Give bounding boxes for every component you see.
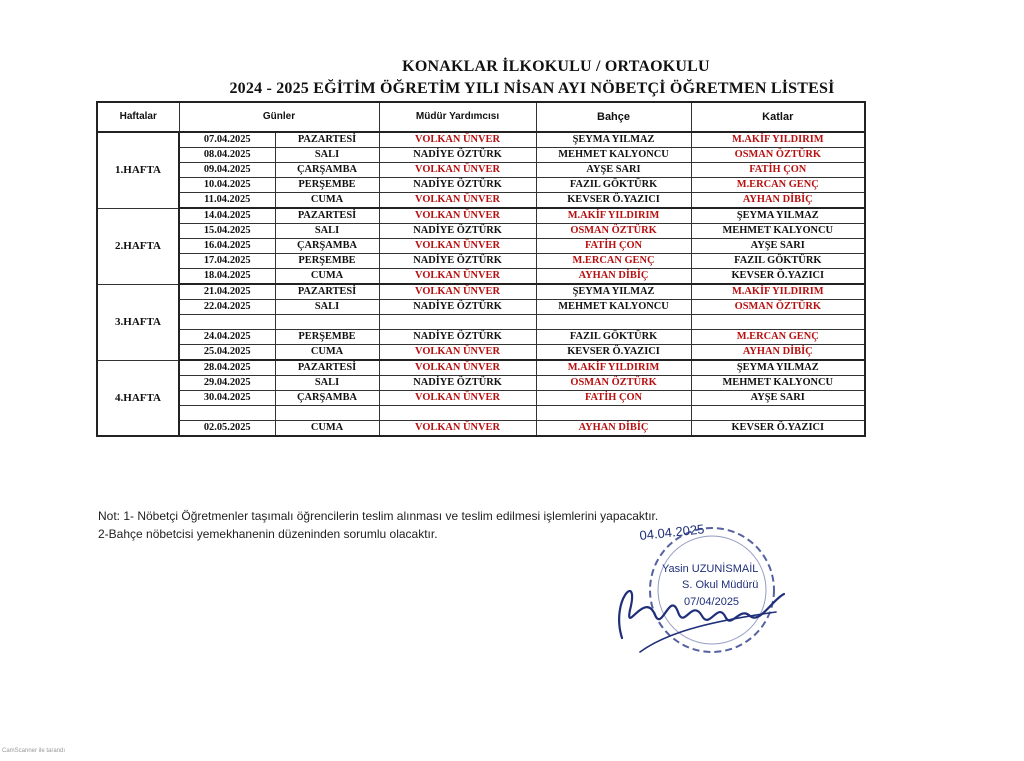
principal-stamp-signature bbox=[600, 520, 810, 680]
bahce-cell: AYŞE SARI bbox=[536, 163, 691, 178]
katlar-cell: M.ERCAN GENÇ bbox=[691, 330, 865, 345]
date-cell: 21.04.2025 bbox=[179, 284, 275, 300]
date-cell: 16.04.2025 bbox=[179, 239, 275, 254]
mudur-cell: VOLKAN ÜNVER bbox=[379, 345, 536, 361]
katlar-cell bbox=[691, 315, 865, 330]
bahce-cell bbox=[536, 406, 691, 421]
bahce-cell: FATİH ÇON bbox=[536, 391, 691, 406]
date-cell: 30.04.2025 bbox=[179, 391, 275, 406]
day-cell: ÇARŞAMBA bbox=[275, 239, 379, 254]
date-cell: 02.05.2025 bbox=[179, 421, 275, 437]
bahce-cell bbox=[536, 315, 691, 330]
mudur-cell: VOLKAN ÜNVER bbox=[379, 269, 536, 285]
katlar-cell bbox=[691, 406, 865, 421]
date-cell: 11.04.2025 bbox=[179, 193, 275, 209]
table-row bbox=[97, 360, 865, 376]
week-label: 3.HAFTA bbox=[97, 284, 179, 360]
day-cell bbox=[275, 406, 379, 421]
mudur-cell: VOLKAN ÜNVER bbox=[379, 391, 536, 406]
katlar-cell: KEVSER Ö.YAZICI bbox=[691, 421, 865, 437]
day-cell: SALI bbox=[275, 148, 379, 163]
day-cell: SALI bbox=[275, 300, 379, 315]
signature-date: 07/04/2025 bbox=[684, 596, 740, 608]
bahce-cell: FAZIL GÖKTÜRK bbox=[536, 178, 691, 193]
katlar-cell: AYŞE SARI bbox=[691, 239, 865, 254]
duty-table-body bbox=[97, 132, 865, 436]
bahce-cell: AYHAN DİBİÇ bbox=[536, 421, 691, 437]
table-row bbox=[97, 406, 865, 421]
date-cell: 18.04.2025 bbox=[179, 269, 275, 285]
table-row bbox=[97, 239, 865, 254]
day-cell: CUMA bbox=[275, 269, 379, 285]
header-gunler: Günler bbox=[179, 102, 379, 132]
mudur-cell: NADİYE ÖZTÜRK bbox=[379, 330, 536, 345]
table-row bbox=[97, 300, 865, 315]
table-row bbox=[97, 178, 865, 193]
header-katlar: Katlar bbox=[691, 102, 865, 132]
table-row bbox=[97, 330, 865, 345]
date-cell: 07.04.2025 bbox=[179, 132, 275, 148]
katlar-cell: M.ERCAN GENÇ bbox=[691, 178, 865, 193]
day-cell: SALI bbox=[275, 224, 379, 239]
school-title: KONAKLAR İLKOKULU / ORTAOKULU bbox=[402, 58, 710, 75]
mudur-cell: NADİYE ÖZTÜRK bbox=[379, 376, 536, 391]
scanner-watermark: CamScanner ile tarandı bbox=[2, 748, 66, 754]
table-row bbox=[97, 132, 865, 148]
bahce-cell: FATİH ÇON bbox=[536, 239, 691, 254]
mudur-cell: NADİYE ÖZTÜRK bbox=[379, 254, 536, 269]
katlar-cell: ŞEYMA YILMAZ bbox=[691, 208, 865, 224]
date-cell: 24.04.2025 bbox=[179, 330, 275, 345]
date-cell: 17.04.2025 bbox=[179, 254, 275, 269]
date-cell: 15.04.2025 bbox=[179, 224, 275, 239]
katlar-cell: OSMAN ÖZTÜRK bbox=[691, 148, 865, 163]
date-cell: 10.04.2025 bbox=[179, 178, 275, 193]
day-cell: CUMA bbox=[275, 193, 379, 209]
bahce-cell: MEHMET KALYONCU bbox=[536, 148, 691, 163]
duty-table bbox=[96, 101, 866, 437]
list-title: 2024 - 2025 EĞİTİM ÖĞRETİM YILI NİSAN AYI NÖBETÇİ ÖĞRETMEN LİSTESİ bbox=[229, 80, 835, 97]
mudur-cell: VOLKAN ÜNVER bbox=[379, 208, 536, 224]
katlar-cell: M.AKİF YILDIRIM bbox=[691, 284, 865, 300]
table-row bbox=[97, 391, 865, 406]
bahce-cell: ŞEYMA YILMAZ bbox=[536, 132, 691, 148]
bahce-cell: FAZIL GÖKTÜRK bbox=[536, 330, 691, 345]
mudur-cell: VOLKAN ÜNVER bbox=[379, 193, 536, 209]
day-cell: PAZARTESİ bbox=[275, 132, 379, 148]
notes bbox=[98, 507, 658, 543]
table-row bbox=[97, 163, 865, 178]
mudur-cell bbox=[379, 315, 536, 330]
day-cell: CUMA bbox=[275, 421, 379, 437]
week-label: 2.HAFTA bbox=[97, 208, 179, 284]
bahce-cell: M.ERCAN GENÇ bbox=[536, 254, 691, 269]
day-cell: PERŞEMBE bbox=[275, 330, 379, 345]
table-row bbox=[97, 269, 865, 285]
table-row bbox=[97, 284, 865, 300]
day-cell: PERŞEMBE bbox=[275, 178, 379, 193]
signatory-name: Yasin UZUNİSMAİL bbox=[662, 563, 759, 575]
note-line-2: 2-Bahçe nöbetcisi yemekhanenin düzeninden sorumlu olacaktır. bbox=[98, 527, 438, 541]
date-cell bbox=[179, 406, 275, 421]
table-row bbox=[97, 208, 865, 224]
day-cell: ÇARŞAMBA bbox=[275, 163, 379, 178]
bahce-cell: M.AKİF YILDIRIM bbox=[536, 360, 691, 376]
bahce-cell: KEVSER Ö.YAZICI bbox=[536, 345, 691, 361]
day-cell: ÇARŞAMBA bbox=[275, 391, 379, 406]
katlar-cell: FAZIL GÖKTÜRK bbox=[691, 254, 865, 269]
mudur-cell: NADİYE ÖZTÜRK bbox=[379, 178, 536, 193]
week-label: 4.HAFTA bbox=[97, 360, 179, 436]
katlar-cell: MEHMET KALYONCU bbox=[691, 376, 865, 391]
mudur-cell: NADİYE ÖZTÜRK bbox=[379, 224, 536, 239]
signatory-title: S. Okul Müdürü bbox=[682, 579, 759, 591]
mudur-cell: NADİYE ÖZTÜRK bbox=[379, 148, 536, 163]
header-haftalar: Haftalar bbox=[97, 102, 179, 132]
bahce-cell: KEVSER Ö.YAZICI bbox=[536, 193, 691, 209]
date-cell: 25.04.2025 bbox=[179, 345, 275, 361]
katlar-cell: MEHMET KALYONCU bbox=[691, 224, 865, 239]
bahce-cell: ŞEYMA YILMAZ bbox=[536, 284, 691, 300]
table-row bbox=[97, 224, 865, 239]
day-cell: PAZARTESİ bbox=[275, 284, 379, 300]
katlar-cell: FATİH ÇON bbox=[691, 163, 865, 178]
bahce-cell: OSMAN ÖZTÜRK bbox=[536, 224, 691, 239]
date-cell: 22.04.2025 bbox=[179, 300, 275, 315]
day-cell: PAZARTESİ bbox=[275, 360, 379, 376]
bahce-cell: MEHMET KALYONCU bbox=[536, 300, 691, 315]
date-cell: 08.04.2025 bbox=[179, 148, 275, 163]
table-row bbox=[97, 421, 865, 437]
katlar-cell: KEVSER Ö.YAZICI bbox=[691, 269, 865, 285]
day-cell: PERŞEMBE bbox=[275, 254, 379, 269]
date-cell: 14.04.2025 bbox=[179, 208, 275, 224]
table-row bbox=[97, 148, 865, 163]
day-cell: PAZARTESİ bbox=[275, 208, 379, 224]
day-cell bbox=[275, 315, 379, 330]
date-cell: 29.04.2025 bbox=[179, 376, 275, 391]
mudur-cell: VOLKAN ÜNVER bbox=[379, 360, 536, 376]
date-cell: 09.04.2025 bbox=[179, 163, 275, 178]
bahce-cell: AYHAN DİBİÇ bbox=[536, 269, 691, 285]
header-mudur: Müdür Yardımcısı bbox=[379, 102, 536, 132]
day-cell: SALI bbox=[275, 376, 379, 391]
table-header-row bbox=[97, 102, 865, 132]
table-row bbox=[97, 315, 865, 330]
katlar-cell: ŞEYMA YILMAZ bbox=[691, 360, 865, 376]
bahce-cell: M.AKİF YILDIRIM bbox=[536, 208, 691, 224]
mudur-cell: VOLKAN ÜNVER bbox=[379, 284, 536, 300]
katlar-cell: M.AKİF YILDIRIM bbox=[691, 132, 865, 148]
katlar-cell: OSMAN ÖZTÜRK bbox=[691, 300, 865, 315]
table-row bbox=[97, 254, 865, 269]
note-line-1: Not: 1- Nöbetçi Öğretmenler taşımalı öğrencilerin teslim alınması ve teslim edilmesi işlemlerini yapacaktır. bbox=[98, 509, 659, 523]
mudur-cell: VOLKAN ÜNVER bbox=[379, 421, 536, 437]
table-row bbox=[97, 345, 865, 361]
table-row bbox=[97, 193, 865, 209]
day-cell: CUMA bbox=[275, 345, 379, 361]
stamp-signature-graphic bbox=[600, 520, 810, 680]
katlar-cell: AYŞE SARI bbox=[691, 391, 865, 406]
handwritten-date: 04.04.2025 bbox=[638, 521, 706, 543]
katlar-cell: AYHAN DİBİÇ bbox=[691, 345, 865, 361]
mudur-cell: VOLKAN ÜNVER bbox=[379, 239, 536, 254]
mudur-cell: VOLKAN ÜNVER bbox=[379, 163, 536, 178]
header-bahce: Bahçe bbox=[536, 102, 691, 132]
bahce-cell: OSMAN ÖZTÜRK bbox=[536, 376, 691, 391]
katlar-cell: AYHAN DİBİÇ bbox=[691, 193, 865, 209]
date-cell: 28.04.2025 bbox=[179, 360, 275, 376]
week-label: 1.HAFTA bbox=[97, 132, 179, 208]
mudur-cell: NADİYE ÖZTÜRK bbox=[379, 300, 536, 315]
mudur-cell bbox=[379, 406, 536, 421]
date-cell bbox=[179, 315, 275, 330]
mudur-cell: VOLKAN ÜNVER bbox=[379, 132, 536, 148]
table-row bbox=[97, 376, 865, 391]
